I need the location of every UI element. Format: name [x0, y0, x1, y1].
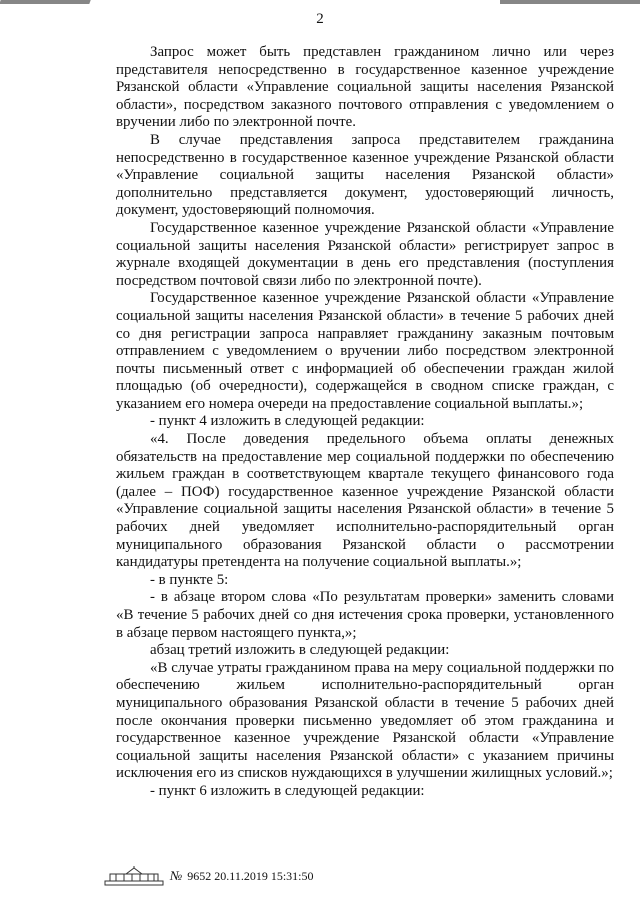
- government-building-icon: [104, 866, 164, 886]
- paragraph: - в пункте 5:: [150, 571, 229, 588]
- paragraph: «В случае утраты гражданином права на меру социальной поддержки по обеспечению жильем исполнительно-распорядительный орган муниципального образования Рязанской области в течение 5 рабочих дней после окончания проверки письменно уведомляет об этом гражданина и государственное казенное учреждение Рязанской области «Управление социальной защиты населения Рязанской области» с указанием причины исключения его из списков нуждающихся в улучшении жилищных условий.»;: [116, 659, 614, 782]
- scan-edge-left: [0, 0, 91, 4]
- scan-edge-right: [500, 0, 640, 4]
- paragraph: Запрос может быть представлен гражданином лично или через представителя непосредственно в государственное казенное учреждение Рязанской области «Управление социальной защиты населения Рязанской области», посредством заказного почтового отправления с уведомлением о вручении либо по электронной почте.: [116, 44, 614, 131]
- paragraph: - пункт 4 изложить в следующей редакции:: [150, 413, 425, 430]
- body-text: [116, 44, 614, 801]
- paragraph: В случае представления запроса представителем гражданина непосредственно в государственное казенное учреждение Рязанской области «Управление социальной защиты населения Рязанской области» дополнительно представляется документ, удостоверяющий личность, документ, удостоверяющий полномочия.: [116, 131, 614, 219]
- paragraph: - пункт 6 изложить в следующей редакции:: [150, 782, 425, 799]
- document-footer: [104, 865, 314, 887]
- paragraph: абзац третий изложить в следующей редакции:: [150, 642, 450, 659]
- document-number-prefix: №: [170, 868, 183, 883]
- paragraph: Государственное казенное учреждение Рязанской области «Управление социальной защиты населения Рязанской области» регистрирует запрос в журнале входящей документации в день его представления (поступления посредством почтовой связи либо по электронной почте).: [116, 219, 614, 289]
- paragraph: - в абзаце втором слова «По результатам проверки» заменить словами «В течение 5 рабочих дней со дня истечения срока проверки, установленного в абзаце первом настоящего пункта,»;: [116, 589, 614, 641]
- page-number: 2: [316, 11, 324, 27]
- document-registration-info: 9652 20.11.2019 15:31:50: [187, 868, 314, 883]
- paragraph: «4. После доведения предельного объема оплаты денежных обязательств на предоставление мер социальной поддержки по обеспечению жильем граждан в соответствующем квартале текущего финансового года (далее – ПОФ) государственное казенное учреждение Рязанской области «Управление социальной защиты населения Рязанской области» в течение 5 рабочих дней уведомляет исполнительно-распорядительный орган муниципального образования Рязанской области о рассмотрении кандидатуры претендента на получение социальной выплаты.»;: [116, 431, 614, 571]
- paragraph: Государственное казенное учреждение Рязанской области «Управление социальной защиты населения Рязанской области» в течение 5 рабочих дней со дня регистрации запроса направляет гражданину заказным почтовым отправлением с уведомлением о вручении либо посредством электронной почты письменный ответ с информацией об обеспечении граждан жилой площадью (об очередности), содержащейся в сводном списке граждан, с указанием его номера очереди на предоставление социальной выплаты.»;: [116, 290, 614, 412]
